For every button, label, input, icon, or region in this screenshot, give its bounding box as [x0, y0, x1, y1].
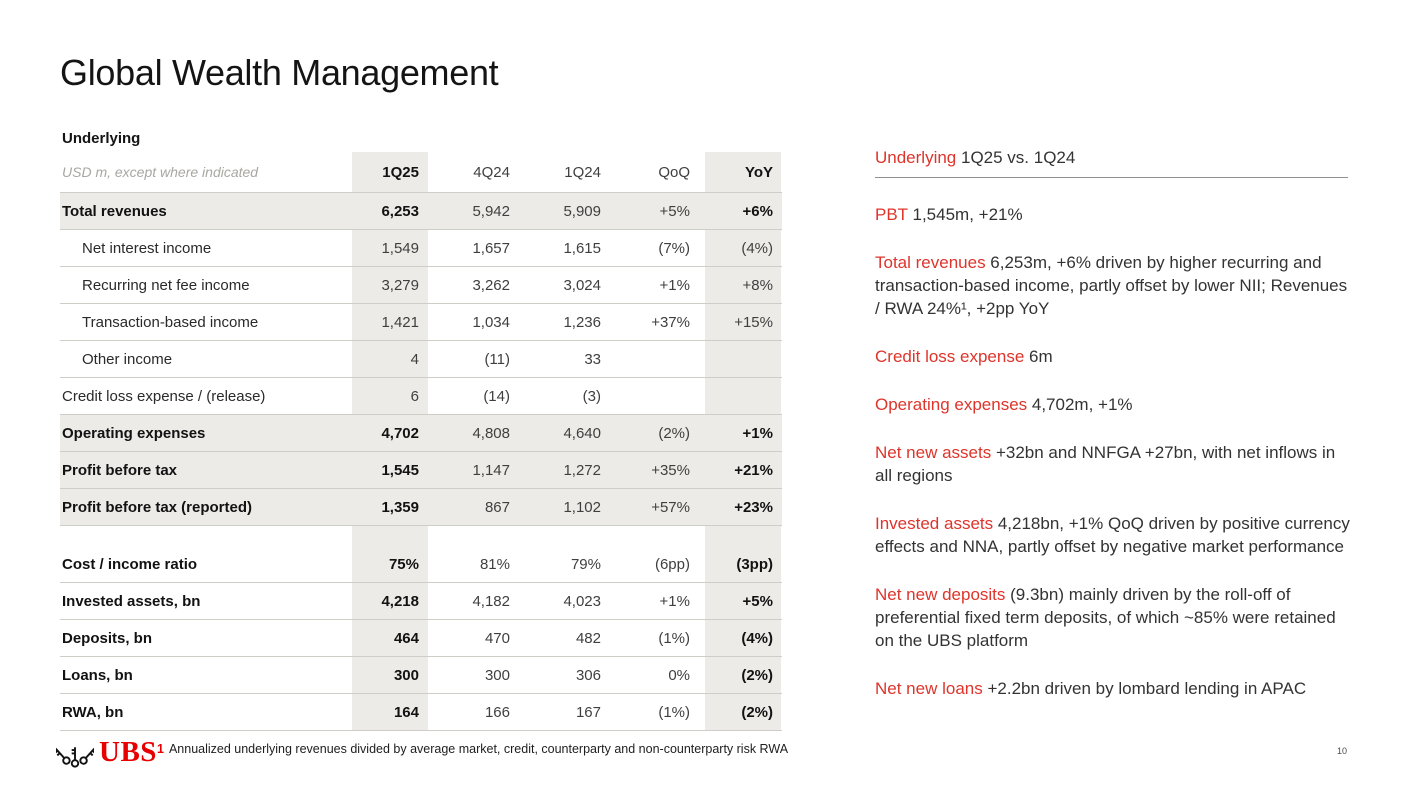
- cell-value: 867: [484, 498, 510, 516]
- cell-value: 1,034: [472, 313, 510, 331]
- row-label: Recurring net fee income: [82, 276, 250, 294]
- commentary-text: 4,218bn, +1% QoQ driven by positive currency effects and NNA, partly offset by negative market performance: [875, 514, 1350, 556]
- commentary-text: 6,253m, +6% driven by higher recurring and transaction-based income, partly offset by lower NII; Revenues / RWA 24%¹, +2pp YoY: [875, 253, 1348, 318]
- column-header-4q24: 4Q24: [473, 163, 510, 181]
- table-row: [60, 229, 782, 266]
- cell-value: +15%: [734, 313, 773, 331]
- table-row: [60, 303, 782, 340]
- three-keys-icon: [56, 733, 94, 771]
- table-row: [60, 192, 782, 229]
- cell-value: 482: [575, 629, 601, 647]
- commentary-paragraph: [875, 203, 1355, 226]
- cell-value: 1,102: [563, 498, 601, 516]
- cell-value: 1,421: [381, 313, 419, 331]
- cell-value: +8%: [742, 276, 773, 294]
- cell-value: 300: [393, 666, 419, 684]
- cell-value: +23%: [734, 498, 773, 516]
- cell-value: 5,942: [472, 202, 510, 220]
- table-unit-note: USD m, except where indicated: [62, 164, 259, 180]
- cell-value: (2%): [741, 703, 773, 721]
- table-row: [60, 451, 782, 488]
- row-label: Loans, bn: [62, 666, 133, 684]
- table-row: [60, 414, 782, 451]
- cell-value: +21%: [734, 461, 773, 479]
- cell-value: 4,182: [472, 592, 510, 610]
- cell-value: 1,545: [381, 461, 419, 479]
- table-caption: Underlying: [62, 130, 141, 147]
- cell-value: (14): [483, 387, 510, 405]
- row-label: Transaction-based income: [82, 313, 259, 331]
- row-label: Profit before tax (reported): [62, 498, 253, 516]
- cell-value: +1%: [659, 276, 690, 294]
- cell-value: 1,615: [563, 239, 601, 257]
- commentary-lead: Net new loans: [875, 679, 983, 698]
- commentary-paragraph: [875, 677, 1355, 700]
- commentary-header: [875, 146, 1348, 178]
- commentary-text: 4,702m, +1%: [1027, 395, 1133, 414]
- cell-value: 33: [584, 350, 601, 368]
- cell-value: 81%: [479, 555, 510, 573]
- column-header-1q24: 1Q24: [564, 163, 601, 181]
- table-row: [60, 656, 782, 693]
- column-header-qoq: QoQ: [658, 163, 690, 181]
- table-row: [60, 266, 782, 303]
- cell-value: 1,147: [472, 461, 510, 479]
- commentary-lead: Net new assets: [875, 443, 992, 462]
- cell-value: 306: [575, 666, 601, 684]
- row-label: Cost / income ratio: [62, 555, 198, 573]
- cell-value: (4%): [741, 629, 773, 647]
- cell-value: 4,640: [563, 424, 601, 442]
- cell-value: (2%): [658, 424, 690, 442]
- cell-value: 167: [575, 703, 601, 721]
- footnote-text: Annualized underlying revenues divided by average market, credit, counterparty and non-counterparty risk RWA: [168, 742, 789, 756]
- cell-value: +5%: [742, 592, 773, 610]
- cell-value: 6,253: [381, 202, 419, 220]
- commentary-text: 6m: [1024, 347, 1053, 366]
- commentary-paragraph: [875, 512, 1355, 558]
- cell-value: 166: [484, 703, 510, 721]
- commentary-lead: Net new deposits: [875, 585, 1006, 604]
- footnote: [157, 742, 788, 756]
- row-label: Deposits, bn: [62, 629, 153, 647]
- commentary-panel: [875, 146, 1355, 700]
- column-header-yoy: YoY: [744, 163, 773, 181]
- ubs-logo: [56, 733, 157, 771]
- commentary-text: +2.2bn driven by lombard lending in APAC: [982, 679, 1307, 698]
- cell-value: 75%: [388, 555, 419, 573]
- cell-value: +57%: [651, 498, 690, 516]
- cell-value: +6%: [742, 202, 773, 220]
- footnote-marker: 1: [157, 742, 164, 756]
- cell-value: (2%): [741, 666, 773, 684]
- cell-value: 0%: [668, 666, 690, 684]
- cell-value: 164: [393, 703, 419, 721]
- cell-value: 4,218: [381, 592, 419, 610]
- page-number: 10: [1337, 746, 1348, 756]
- cell-value: 1,657: [472, 239, 510, 257]
- cell-value: 3,262: [472, 276, 510, 294]
- ubs-wordmark: UBS: [99, 735, 157, 768]
- cell-value: +1%: [659, 592, 690, 610]
- page-title: Global Wealth Management: [60, 52, 499, 93]
- commentary-paragraph: [875, 393, 1355, 416]
- commentary-header-lead: Underlying: [875, 148, 957, 167]
- commentary-paragraph: [875, 583, 1355, 652]
- cell-value: (7%): [658, 239, 690, 257]
- commentary-lead: Credit loss expense: [875, 347, 1025, 366]
- financials-table: [60, 152, 782, 731]
- cell-value: (1%): [658, 629, 690, 647]
- cell-value: 6: [410, 387, 419, 405]
- table-row: [60, 340, 782, 377]
- commentary-text: (9.3bn) mainly driven by the roll-off of preferential fixed term deposits, of which ~85% were retained on the UBS platform: [875, 585, 1336, 650]
- table-header-row: [60, 152, 782, 192]
- cell-value: 1,236: [563, 313, 601, 331]
- cell-value: 3,279: [381, 276, 419, 294]
- row-label: Profit before tax: [62, 461, 178, 479]
- cell-value: 4,023: [563, 592, 601, 610]
- table-row: [60, 377, 782, 414]
- row-label: Credit loss expense / (release): [62, 387, 266, 405]
- table-spacer-row: [60, 525, 782, 546]
- cell-value: +35%: [651, 461, 690, 479]
- row-label: Operating expenses: [62, 424, 206, 442]
- table-row: [60, 582, 782, 619]
- row-label: Net interest income: [82, 239, 212, 257]
- commentary-paragraph: [875, 251, 1355, 320]
- commentary-paragraph: [875, 441, 1355, 487]
- table-row: [60, 619, 782, 656]
- commentary-lead: Operating expenses: [875, 395, 1028, 414]
- cell-value: (4%): [741, 239, 773, 257]
- cell-value: (11): [484, 350, 510, 368]
- table-row: [60, 693, 782, 731]
- cell-value: 1,549: [381, 239, 419, 257]
- commentary-lead: Invested assets: [875, 514, 994, 533]
- cell-value: 1,272: [563, 461, 601, 479]
- commentary-text: +32bn and NNFGA +27bn, with net inflows in all regions: [875, 443, 1336, 485]
- commentary-paragraph: [875, 345, 1355, 368]
- cell-value: (3pp): [736, 555, 773, 573]
- row-label: Total revenues: [62, 202, 167, 220]
- cell-value: 79%: [570, 555, 601, 573]
- column-header-1q25: 1Q25: [382, 163, 419, 181]
- commentary-lead: Total revenues: [875, 253, 986, 272]
- cell-value: (6pp): [654, 555, 690, 573]
- row-label: RWA, bn: [62, 703, 124, 721]
- cell-value: 470: [484, 629, 510, 647]
- cell-value: 300: [484, 666, 510, 684]
- cell-value: 3,024: [563, 276, 601, 294]
- commentary-text: 1,545m, +21%: [907, 205, 1023, 224]
- table-row: [60, 546, 782, 582]
- row-label: Other income: [82, 350, 173, 368]
- commentary-header-rest: 1Q25 vs. 1Q24: [956, 148, 1076, 167]
- cell-value: 4: [410, 350, 419, 368]
- cell-value: (1%): [658, 703, 690, 721]
- table-body: [60, 192, 782, 731]
- commentary-lead: PBT: [875, 205, 908, 224]
- cell-value: 4,808: [472, 424, 510, 442]
- cell-value: +5%: [659, 202, 690, 220]
- cell-value: 5,909: [563, 202, 601, 220]
- cell-value: +37%: [651, 313, 690, 331]
- cell-value: 464: [393, 629, 419, 647]
- commentary-body: [875, 203, 1355, 700]
- cell-value: 4,702: [381, 424, 419, 442]
- row-label: Invested assets, bn: [62, 592, 201, 610]
- table-row: [60, 488, 782, 525]
- cell-value: 1,359: [381, 498, 419, 516]
- cell-value: (3): [582, 387, 601, 405]
- cell-value: +1%: [742, 424, 773, 442]
